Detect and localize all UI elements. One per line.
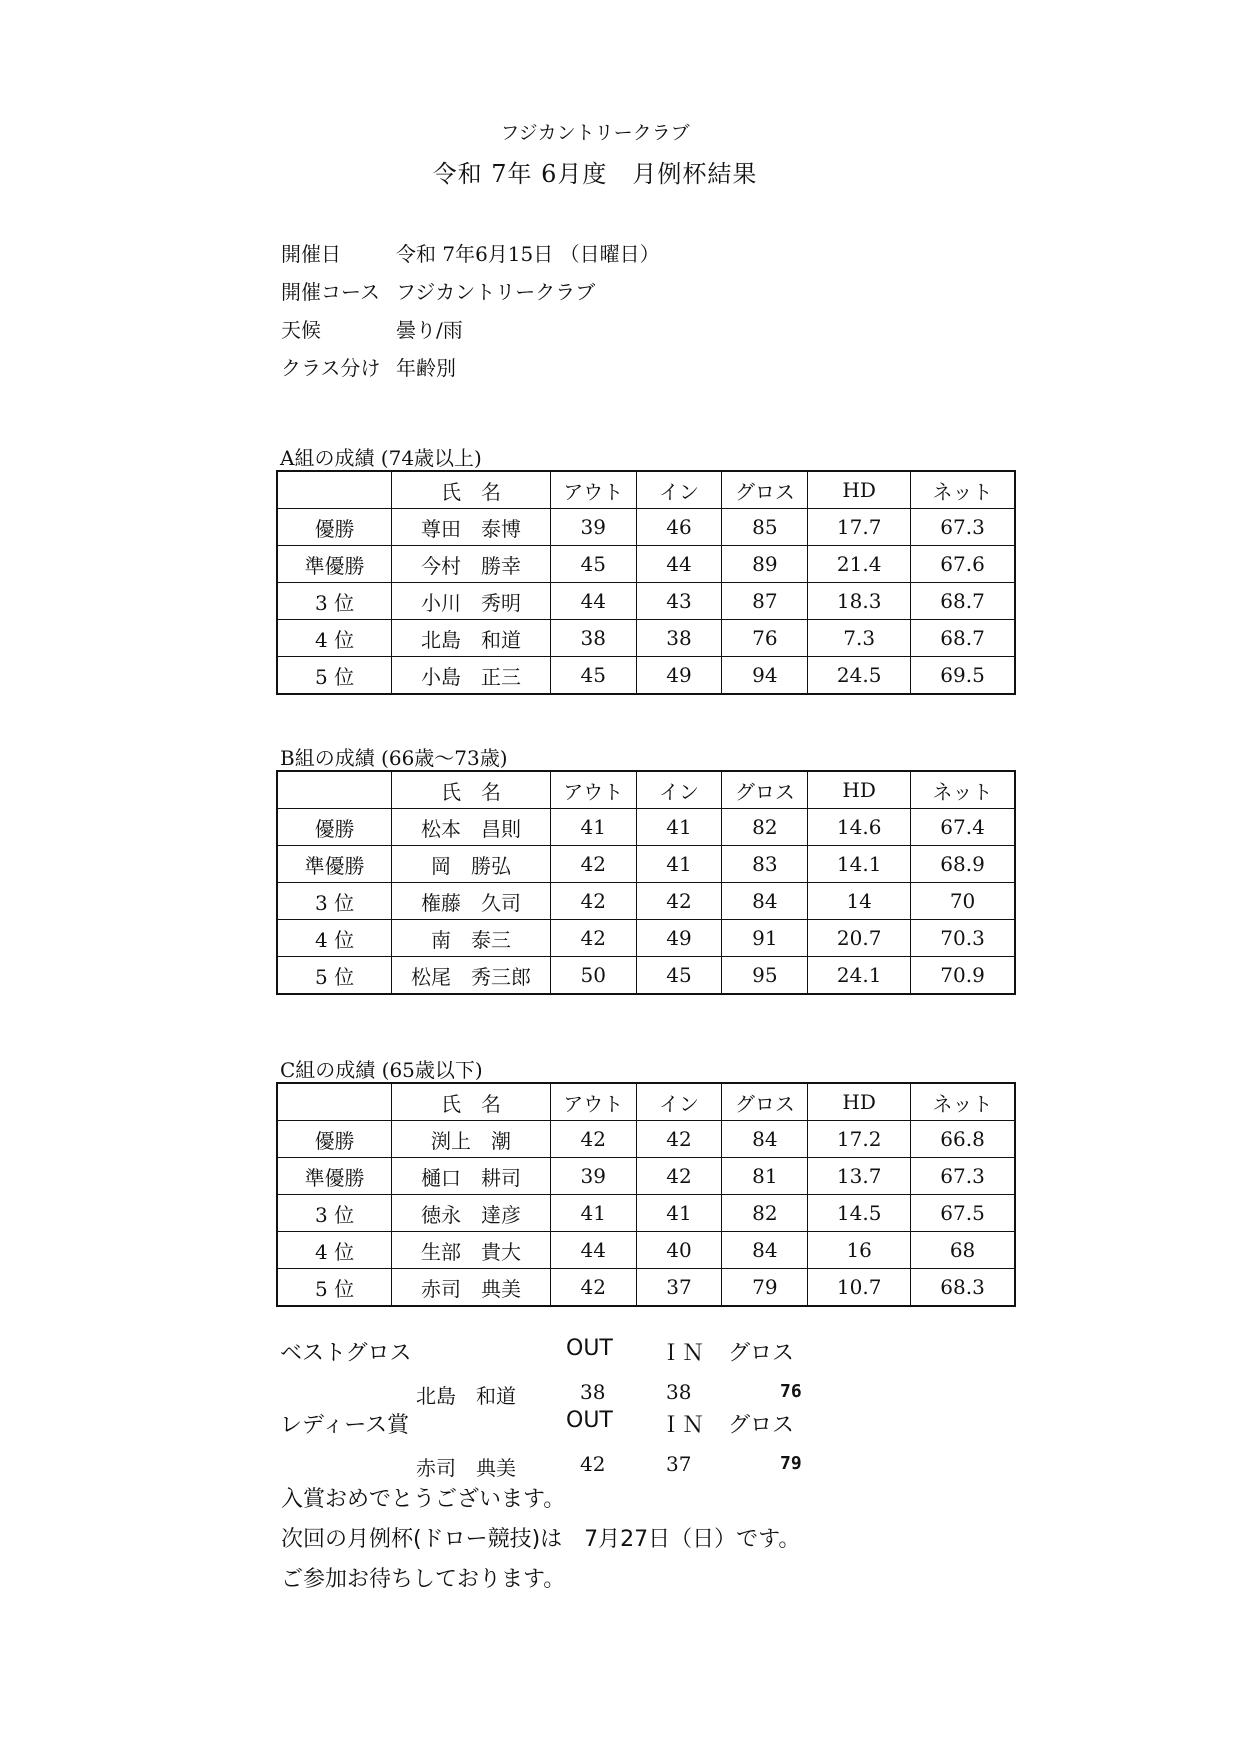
- best-gross-title: ベストグロス: [280, 1341, 412, 1366]
- hd-cell: 21.4: [808, 546, 911, 583]
- out-cell: 41: [550, 1195, 636, 1232]
- net-cell: 70: [911, 883, 1015, 920]
- header-cell: アウト: [550, 471, 636, 509]
- group-c-table: [276, 1082, 1016, 1307]
- gross-cell: 82: [722, 1195, 808, 1232]
- table-header-row: [277, 471, 1015, 509]
- best-gross-in: 38: [666, 1380, 692, 1404]
- out-cell: 50: [550, 957, 636, 995]
- in-cell: 41: [636, 846, 722, 883]
- table-header-row: [277, 1083, 1015, 1121]
- congrats-note: 入賞おめでとうございます。: [281, 1487, 566, 1512]
- table-row: [277, 1269, 1015, 1307]
- in-cell: 42: [636, 1158, 722, 1195]
- name-cell: 渕上 潮: [392, 1121, 551, 1158]
- rank-cell: 4 位: [277, 620, 392, 657]
- in-cell: 46: [636, 509, 722, 546]
- table-row: [277, 1232, 1015, 1269]
- out-cell: 45: [550, 546, 636, 583]
- out-cell: 41: [550, 809, 636, 846]
- gross-cell: 76: [722, 620, 808, 657]
- gross-cell: 95: [722, 957, 808, 995]
- name-cell: 今村 勝幸: [392, 546, 551, 583]
- net-cell: 70.9: [911, 957, 1015, 995]
- out-cell: 42: [550, 1269, 636, 1307]
- net-cell: 69.5: [911, 657, 1015, 695]
- rank-cell: 優勝: [277, 509, 392, 546]
- net-cell: 67.5: [911, 1195, 1015, 1232]
- rank-cell: 4 位: [277, 920, 392, 957]
- rank-cell: 優勝: [277, 809, 392, 846]
- group-c-title: C組の成績 (65歳以下): [280, 1058, 483, 1082]
- rank-cell: 5 位: [277, 657, 392, 695]
- rank-cell: 準優勝: [277, 546, 392, 583]
- table-row: [277, 620, 1015, 657]
- hd-cell: 17.2: [808, 1121, 911, 1158]
- hd-cell: 13.7: [808, 1158, 911, 1195]
- in-cell: 38: [636, 620, 722, 657]
- gross-cell: 85: [722, 509, 808, 546]
- table-row: [277, 809, 1015, 846]
- in-cell: 42: [636, 883, 722, 920]
- header-cell: グロス: [722, 771, 808, 809]
- name-cell: 赤司 典美: [392, 1269, 551, 1307]
- rank-cell: 4 位: [277, 1232, 392, 1269]
- header-cell: 氏 名: [392, 1083, 551, 1121]
- in-cell: 37: [636, 1269, 722, 1307]
- table-row: [277, 546, 1015, 583]
- table-row: [277, 657, 1015, 695]
- ladies-award-head-in: ＩＮ: [660, 1413, 705, 1438]
- group-a-table: [276, 470, 1016, 695]
- out-cell: 42: [550, 920, 636, 957]
- ladies-award-out: 42: [580, 1452, 606, 1476]
- hd-cell: 20.7: [808, 920, 911, 957]
- table-row: [277, 846, 1015, 883]
- rank-cell: 優勝: [277, 1121, 392, 1158]
- in-cell: 42: [636, 1121, 722, 1158]
- info-label-weather: 天候: [281, 318, 321, 342]
- gross-cell: 82: [722, 809, 808, 846]
- page-title: 令和 7年 6月度 月例杯結果: [432, 160, 758, 188]
- out-cell: 39: [550, 1158, 636, 1195]
- out-cell: 44: [550, 583, 636, 620]
- name-cell: 南 泰三: [392, 920, 551, 957]
- hd-cell: 14.5: [808, 1195, 911, 1232]
- table-row: [277, 920, 1015, 957]
- name-cell: 北島 和道: [392, 620, 551, 657]
- table-header-row: [277, 771, 1015, 809]
- club-name: フジカントリークラブ: [500, 122, 690, 144]
- gross-cell: 84: [722, 883, 808, 920]
- net-cell: 67.3: [911, 509, 1015, 546]
- net-cell: 67.4: [911, 809, 1015, 846]
- info-label-class: クラス分け: [281, 356, 381, 380]
- table-row: [277, 1121, 1015, 1158]
- out-cell: 39: [550, 509, 636, 546]
- header-cell: グロス: [722, 471, 808, 509]
- rank-cell: 5 位: [277, 957, 392, 995]
- best-gross-name: 北島 和道: [416, 1384, 516, 1408]
- info-value-course: フジカントリークラブ: [396, 280, 596, 304]
- header-cell: ネット: [911, 771, 1015, 809]
- rank-cell: 3 位: [277, 1195, 392, 1232]
- rank-cell: 準優勝: [277, 846, 392, 883]
- info-value-weather: 曇り/雨: [396, 318, 463, 342]
- name-cell: 松尾 秀三郎: [392, 957, 551, 995]
- gross-cell: 91: [722, 920, 808, 957]
- rank-cell: 5 位: [277, 1269, 392, 1307]
- header-cell: イン: [636, 471, 722, 509]
- in-cell: 43: [636, 583, 722, 620]
- ladies-award-head-gross: グロス: [728, 1413, 795, 1438]
- out-cell: 42: [550, 1121, 636, 1158]
- info-label-date: 開催日: [281, 242, 341, 266]
- header-cell: HD: [808, 771, 911, 809]
- net-cell: 68.7: [911, 620, 1015, 657]
- net-cell: 68.9: [911, 846, 1015, 883]
- table-row: [277, 883, 1015, 920]
- out-cell: 42: [550, 846, 636, 883]
- ladies-award-head-out: OUT: [566, 1408, 613, 1433]
- table-row: [277, 583, 1015, 620]
- name-cell: 樋口 耕司: [392, 1158, 551, 1195]
- rank-cell: 準優勝: [277, 1158, 392, 1195]
- info-label-course: 開催コース: [281, 280, 380, 304]
- table-row: [277, 1158, 1015, 1195]
- header-cell: グロス: [722, 1083, 808, 1121]
- info-value-date: 令和 7年6月15日 （日曜日）: [396, 242, 660, 266]
- out-cell: 42: [550, 883, 636, 920]
- gross-cell: 79: [722, 1269, 808, 1307]
- header-cell: アウト: [550, 771, 636, 809]
- best-gross-head-in: ＩＮ: [660, 1341, 705, 1366]
- header-cell: 氏 名: [392, 771, 551, 809]
- group-b-title: B組の成績 (66歳～73歳): [280, 746, 508, 770]
- ladies-award-total: 79: [780, 1453, 802, 1474]
- header-cell: イン: [636, 771, 722, 809]
- in-cell: 40: [636, 1232, 722, 1269]
- in-cell: 49: [636, 920, 722, 957]
- best-gross-head-out: OUT: [566, 1336, 613, 1361]
- hd-cell: 16: [808, 1232, 911, 1269]
- net-cell: 68: [911, 1232, 1015, 1269]
- header-cell: [277, 771, 392, 809]
- name-cell: 松本 昌則: [392, 809, 551, 846]
- header-cell: ネット: [911, 1083, 1015, 1121]
- hd-cell: 10.7: [808, 1269, 911, 1307]
- table-row: [277, 1195, 1015, 1232]
- name-cell: 権藤 久司: [392, 883, 551, 920]
- gross-cell: 84: [722, 1121, 808, 1158]
- name-cell: 生部 貴大: [392, 1232, 551, 1269]
- header-cell: [277, 1083, 392, 1121]
- net-cell: 66.8: [911, 1121, 1015, 1158]
- header-cell: イン: [636, 1083, 722, 1121]
- hd-cell: 14: [808, 883, 911, 920]
- hd-cell: 14.1: [808, 846, 911, 883]
- gross-cell: 87: [722, 583, 808, 620]
- next-event-note: 次回の月例杯(ドロー競技)は 7月27日（日）です。: [281, 1527, 801, 1552]
- gross-cell: 89: [722, 546, 808, 583]
- header-cell: HD: [808, 1083, 911, 1121]
- rank-cell: 3 位: [277, 883, 392, 920]
- net-cell: 67.3: [911, 1158, 1015, 1195]
- name-cell: 小島 正三: [392, 657, 551, 695]
- group-a-title: A組の成績 (74歳以上): [280, 446, 482, 470]
- table-row: [277, 957, 1015, 995]
- header-cell: 氏 名: [392, 471, 551, 509]
- hd-cell: 17.7: [808, 509, 911, 546]
- best-gross-head-gross: グロス: [728, 1341, 795, 1366]
- gross-cell: 94: [722, 657, 808, 695]
- header-cell: [277, 471, 392, 509]
- hd-cell: 18.3: [808, 583, 911, 620]
- hd-cell: 14.6: [808, 809, 911, 846]
- gross-cell: 84: [722, 1232, 808, 1269]
- out-cell: 44: [550, 1232, 636, 1269]
- ladies-award-title: レディース賞: [280, 1413, 410, 1438]
- in-cell: 49: [636, 657, 722, 695]
- group-b-table: [276, 770, 1016, 995]
- name-cell: 小川 秀明: [392, 583, 551, 620]
- best-gross-total: 76: [780, 1381, 802, 1402]
- in-cell: 41: [636, 809, 722, 846]
- hd-cell: 7.3: [808, 620, 911, 657]
- net-cell: 68.7: [911, 583, 1015, 620]
- best-gross-out: 38: [580, 1380, 606, 1404]
- ladies-award-name: 赤司 典美: [416, 1456, 516, 1480]
- in-cell: 41: [636, 1195, 722, 1232]
- name-cell: 尊田 泰博: [392, 509, 551, 546]
- hd-cell: 24.1: [808, 957, 911, 995]
- gross-cell: 81: [722, 1158, 808, 1195]
- name-cell: 徳永 達彦: [392, 1195, 551, 1232]
- table-row: [277, 509, 1015, 546]
- hd-cell: 24.5: [808, 657, 911, 695]
- out-cell: 45: [550, 657, 636, 695]
- net-cell: 67.6: [911, 546, 1015, 583]
- net-cell: 70.3: [911, 920, 1015, 957]
- in-cell: 44: [636, 546, 722, 583]
- closing-note: ご参加お待ちしております。: [281, 1567, 566, 1592]
- rank-cell: 3 位: [277, 583, 392, 620]
- header-cell: アウト: [550, 1083, 636, 1121]
- in-cell: 45: [636, 957, 722, 995]
- out-cell: 38: [550, 620, 636, 657]
- name-cell: 岡 勝弘: [392, 846, 551, 883]
- gross-cell: 83: [722, 846, 808, 883]
- header-cell: HD: [808, 471, 911, 509]
- header-cell: ネット: [911, 471, 1015, 509]
- net-cell: 68.3: [911, 1269, 1015, 1307]
- info-value-class: 年齢別: [396, 356, 456, 380]
- ladies-award-in: 37: [666, 1452, 692, 1476]
